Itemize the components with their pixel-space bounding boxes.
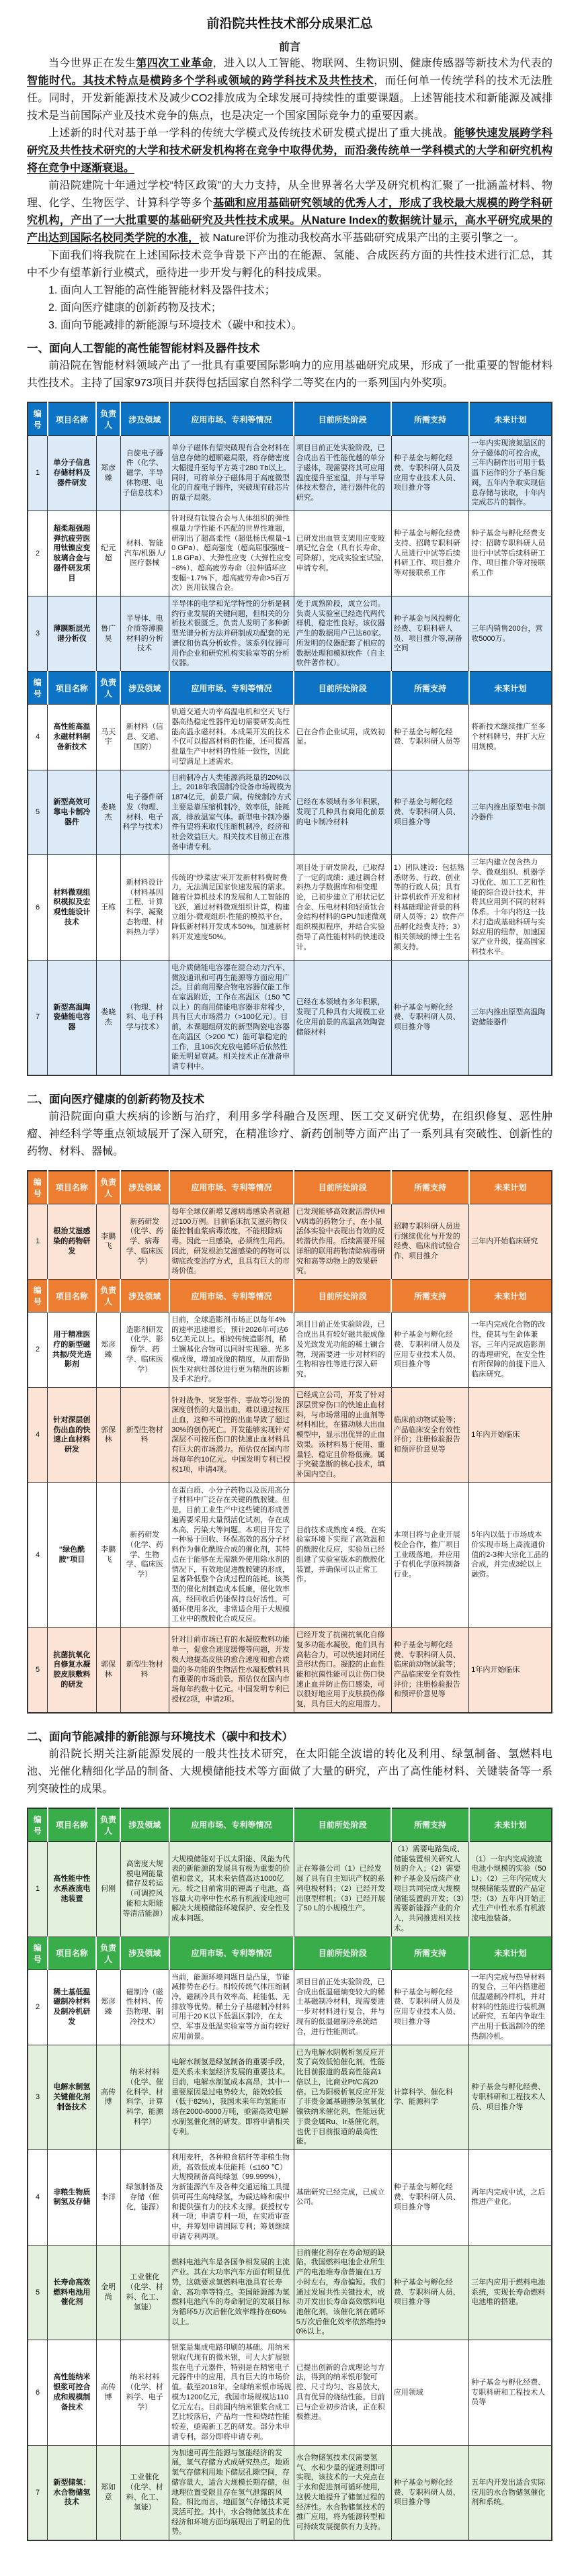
table-header-cell: 负责人 bbox=[96, 402, 120, 436]
table-cell: 纪元超 bbox=[96, 511, 120, 596]
table-cell: 高传博 bbox=[96, 2045, 120, 2149]
row-number: 4 bbox=[28, 2150, 48, 2246]
table-cell: 李鹏飞 bbox=[96, 1204, 120, 1279]
row-number: 4 bbox=[28, 1482, 48, 1627]
table-cell: 在蛋白质、小分子药物以及医用高分子材料中广泛存在关键的酰胺键。但是，目前工业生产中这些键的形成普遍需要采用大量预活化试剂，存在成本高、污染大等问题。本项目开发了一种易于回收、环保高效的高分子材料作为催化酰胺合成的催化剂，其特点在于能够在无需额外使用除水剂的情况下，有效地促进酰胺键的形成，显著降低整个合成过程的能耗。该类型的催化剂制造成本低廉，催化效率高，经回收后仍能保持良好活性，可循环使用多次，非常适合用于大规模工业中的酰胺化合成反应。 bbox=[169, 1482, 294, 1627]
table-cell: 郑彦臻 bbox=[96, 1313, 120, 1388]
table-row bbox=[28, 705, 552, 770]
table-header-cell: 编号 bbox=[28, 1808, 48, 1842]
table-cell: 电解水制氢关键催化剂制备技术 bbox=[48, 2045, 97, 2149]
table-row bbox=[28, 2045, 552, 2149]
table-cell: 已研发出血管支架用应变玻璃记忆合金（具有长寿命、可降解），完成实验室试验，申请专利。 bbox=[294, 511, 391, 596]
table-cell: 1年内开始临床 bbox=[469, 1388, 552, 1483]
table-cell: 种子基金与孵化经费、专职科研人员及应用专业技术人员、项目推介等 bbox=[391, 436, 468, 511]
table-row bbox=[28, 1628, 552, 1713]
table-cell: 郑彦臻 bbox=[96, 436, 120, 511]
list-item: 3. 面向节能减排的新能源与环境技术（碳中和技术）。 bbox=[48, 320, 302, 331]
table-cell: 一年内完成与热导材料的复合，三年内搭建超低温磁制冷样机，并对材料的性能进行装机测试研究，五年内争取生产出用于低温制冷的绝热制冷机。 bbox=[469, 1969, 552, 2045]
table-cell: 利用麦秆，各种粮食秸秆等非粮生物质，高效低成本低能耗（≤160 ℃）大规模制备高纯绿氢（99.999%），为新能源汽车及各种交通运输工具提供可再生高纯绿氢，为碳达峰和碳中和提供强有力的技术支撑。获授权专利一项；申请专利一项，在实质审查中，并筹划申请国际专利；筹划继续申请专利两项。 bbox=[169, 2150, 294, 2246]
table-cell: 目前技术成熟度 4 级。在实验室环境下实现了高效温和的酰胺化反应，实验员已经组建了实验室版本的酰胺化装置，并确保可以正常工作。 bbox=[294, 1482, 391, 1627]
row-number: 2 bbox=[28, 1969, 48, 2045]
row-number: 7 bbox=[28, 2445, 48, 2540]
table-cell: 三年内推出原型高温陶瓷储能器件 bbox=[469, 960, 552, 1075]
results-table bbox=[27, 402, 552, 1076]
table-cell: 种子基金与孵化经费、专职科研人员等 bbox=[391, 705, 468, 770]
table-cell: 工业催化（化学、材料、化工、氢能） bbox=[120, 2445, 169, 2540]
table-cell: 新材料设计（材料基因工程、计算科学、凝聚态物理、材料热力学） bbox=[120, 855, 169, 960]
table-cell: 李洋 bbox=[96, 2150, 120, 2246]
table-cell: 种子基金与孵化经费、专职科研和工程技术人员等 bbox=[469, 2340, 552, 2445]
table-header-cell: 项目名称 bbox=[48, 1280, 97, 1313]
row-number: 1 bbox=[28, 1841, 48, 1937]
row-number: 6 bbox=[28, 855, 48, 960]
table-header-cell: 所需支持 bbox=[391, 1937, 468, 1969]
table-header-cell: 负责人 bbox=[96, 1171, 120, 1204]
table-cell: 种子基金与孵化经费、专职科研人员及应用专业技术人员、项目推介等 bbox=[391, 1313, 468, 1388]
table-cell: 针对深层创伤出血的快速止血材料研发 bbox=[48, 1388, 97, 1483]
table-cell: 已经在本领域有多年积累，发现了几种具有大规模工业化应用前景的高温高效陶瓷储能材料 bbox=[294, 960, 391, 1075]
table-header-cell: 负责人 bbox=[96, 1808, 120, 1842]
table-cell: 目前，全球造影剂市场正以每年4%的速率迅速增长，预计2026年可达65亿美元以上。相较传统造影剂，稀土镧基化合物可以同时实现磁、光多模成像，增加成像的精度，从而帮助医生对病灶部位进行更为精准的诊断及手术治疗。 bbox=[169, 1313, 294, 1388]
table-cell: 临床前动物试验等；产品临床安全有效性评价；注册检验报告和预评价意见等 bbox=[391, 1388, 468, 1483]
table-row bbox=[28, 1969, 552, 2045]
row-number: 3 bbox=[28, 2045, 48, 2149]
text-run: 下面我们将我院在上述国际技术竞争背景下产出的在能源、氢能、合成医药方面的共性技术进行汇总，其中不少有望革新行业模式，亟待进一步开发与孵化的科技成果。 bbox=[27, 250, 552, 279]
list-item: 2. 面向医疗健康的创新药物及技术； bbox=[48, 302, 222, 314]
table-header-cell: 所需支持 bbox=[391, 672, 468, 705]
table-cell: 针对现有钛镍合金与人体组织的弹性模量力学性能不匹配的世界性难题，研制出了超高柔性（超低杨氏模量~10 GPa）、超高强度（超高屈服强度~1.8 GPa）、大弹性应变（大弹性应变~8%）、超高疲劳寿命（拉伸循环应变幅~1.7%下，超高疲劳寿命>5百万次）医用钛镍合金。 bbox=[169, 511, 294, 596]
table-header-cell: 应用市场、专利等情况 bbox=[169, 1808, 294, 1842]
table-cell: 一年内实现液氮温区的分子磁体的可控合成，三年内制作出可用于低温下运作的分子基自旋阀，五年内争取实现信息存储与读取，十年内完成芯片的制作。 bbox=[469, 436, 552, 511]
table-cell: 单分子信息存储材料及器件研发 bbox=[48, 436, 97, 511]
table-cell: 电子器件研发（物理、材料、电子科学与技术） bbox=[120, 770, 169, 855]
table-cell: 种子基金与孵化经费、专职科研人员及应用专业技术人员、项目推介等 bbox=[391, 1969, 468, 2045]
table-cell: 三年内推出原型电卡制冷器件 bbox=[469, 770, 552, 855]
table-cell: 新型生物材料 bbox=[120, 1388, 169, 1483]
row-number: 7 bbox=[28, 960, 48, 1075]
text-run: ，进入以人工智能、物联网、生物识别、健康传感器等新技术为代表的 bbox=[212, 58, 552, 69]
table-cell: 银浆是集成电路印刷的基础。用纳米银取代现有的微米银，可大大扩展银浆在电子元器件，特别是在精密电子元器件中的应用，具有巨大的市场价值。截至2018年，全球纳米银市场规模为1200亿元，我国市场规模达110亿元左右。目前国内纳米银浆合成工艺比较落后，产品均一性和烧结性能较差，亟需新工艺的研发。部分未申请专利，部分即将申请专利。 bbox=[169, 2340, 294, 2445]
table-header-cell: 编号 bbox=[28, 1280, 48, 1313]
table-header-row bbox=[28, 1937, 552, 1969]
row-number: 1 bbox=[28, 1204, 48, 1279]
text-run: 前沿院建院十年通过学校“特区政策”的大力支持，从全世界著名大学及研究机构汇聚了一批涵盖材料、物理、化学、生物医学、计算科学等多个 bbox=[27, 180, 552, 209]
table-header-cell: 未来计划 bbox=[469, 1280, 552, 1313]
table-cell: 磁制冷（磁性材料、传热物理、制冷技术） bbox=[120, 1969, 169, 2045]
table-header-cell: 负责人 bbox=[96, 672, 120, 705]
table-cell: 种子基金与孵化经费、专职科研人员、项目推介等 bbox=[391, 770, 468, 855]
table-cell: 根治艾滋感染的药物研发 bbox=[48, 1204, 97, 1279]
table-row bbox=[28, 1482, 552, 1627]
table-row bbox=[28, 511, 552, 596]
table-cell: 材料微观组织模拟及宏观性能设计技术 bbox=[48, 855, 97, 960]
preface-paragraphs bbox=[27, 55, 552, 282]
table-row bbox=[28, 2445, 552, 2540]
table-cell: 已经开发了抗菌抗氧化自修复多功能水凝胶，他们具有高粘合力，可以快速封闭任意形状伤口。凝胶的止血性能和抗菌性能可以让伤口快速止血并防止伤口感染，可以很好地应用于皮肤损伤修复，具有巨大的应用潜力。 bbox=[294, 1628, 391, 1713]
row-number: 4 bbox=[28, 705, 48, 770]
table-header-cell: 应用市场、专利等情况 bbox=[169, 1280, 294, 1313]
section-3 bbox=[27, 1728, 552, 2541]
table-header-row bbox=[28, 672, 552, 705]
text-run: 上述新的时代对基于单一学科的传统大学模式及传统技术研发模式提出了重大挑战。 bbox=[48, 128, 454, 139]
table-cell: 五年内开发出适合实际应用的水合物储氢催化剂和系统。 bbox=[469, 2445, 552, 2540]
table-cell: 传统的“炒菜法”来开发新材料费时费力，无法满足国家快速发展的需求。随着计算机技术的发展和人工智能的飞跃，通过材料微观组织计算，构建立组分-微观组织-性能的模拟平台，降低新材料开发成本50%，加速新材料开发速度50%。 bbox=[169, 855, 294, 960]
table-cell: 种子基金与孵化经费、专职科研人员、项目推介等 bbox=[391, 960, 468, 1075]
section-intro: 前沿院在智能材料领域产出了一批具有重要国际影响力的应用基础研究成果，形成了一批重要的智能材料共性技术。主持了国家973项目并获得包括国家自然科学二等奖在内的一系列国内外奖项。 bbox=[27, 360, 552, 389]
table-cell: 高密度大规模电网能量储存及转运（可调控风能和太阳能等清洁能源） bbox=[120, 1841, 169, 1937]
table-header-cell: 应用市场、专利等情况 bbox=[169, 402, 294, 436]
section-intro: 前沿院长期关注新能源发展的一般共性技术研究，在太阳能全波谱的转化及利用、绿氢制备、氢燃料电池、光催化精细化学品的制备、大规模储能技术等方面做了大量的研究，产出了高性能材料、关键装备等一系列突破性的成果。 bbox=[27, 1748, 552, 1795]
table-cell: 王栋 bbox=[96, 855, 120, 960]
preface-heading: 前言 bbox=[278, 42, 300, 53]
table-header-cell: 目前所处阶段 bbox=[294, 1280, 391, 1313]
table-cell: 将新技术继续推广至多个材料牌号，并扩大应用规模。 bbox=[469, 705, 552, 770]
table-cell: 郭保林 bbox=[96, 1628, 120, 1713]
table-cell: 单分子磁体有望突破现有合金材料在信息存储的超顺磁局限，将存储密度大幅提升至每平方英寸280 Tb以上。同时，可将单分子磁体用于高度微型化的自旋电子器件，突破现有硅芯片的量子局限。 bbox=[169, 436, 294, 511]
row-number: 1 bbox=[28, 436, 48, 511]
table-cell: 高性能纳米银浆可控合成和规模制备技术 bbox=[48, 2340, 97, 2445]
table-cell: 李鹏飞 bbox=[96, 1482, 120, 1627]
table-header-cell: 项目名称 bbox=[48, 1808, 97, 1842]
table-cell: 电介质储能电容器在混合动力汽车、微波通讯和可再生能源等方面应用广泛。目前商用聚合物电容器仅能工作在室温附近，工作在高温区（150 ℃以上）的商用储能电容器非常稀少，具有巨大市场潜力（>100亿元）。目前，本课题组研发的新型陶瓷电容器在高温区（>200 ℃）能可靠稳定的工作，且106次充放电循环后依然性能无明显衰减。相关技术正在准备申请专利中。 bbox=[169, 960, 294, 1075]
table-container-3 bbox=[27, 1808, 552, 2541]
table-cell: 娄晓杰 bbox=[96, 770, 120, 855]
row-number: 5 bbox=[28, 770, 48, 855]
table-cell: 针对目前市场已有的水凝胶敷料功能单一，促愈合速度缓慢等问题，开发极大地提高皮肤的愈合速度和愈合质量的多功能的生物活性水凝胶敷料具有重要的市场前景。预估仅在国内市场每年约数十亿元。中国发明专利已授权2项，申请2项。 bbox=[169, 1628, 294, 1713]
table-cell: 半导体、电介质等薄膜材料的分析技术 bbox=[120, 596, 169, 672]
table-cell: 娄晓杰 bbox=[96, 960, 120, 1075]
table-cell: 招聘专职科研人员进行继续优化与开发的经费、临床前试验合作、项目推介 bbox=[391, 1204, 468, 1279]
table-cell: 纳米材料（化学、催化科学、材料学、计算科学、能源科学） bbox=[120, 2045, 169, 2149]
table-cell: （1）一年内完成液流电池小规模的实验（50L）；（2）三年内完成大规模储能装置的产品定型；（3）五年内开始正式生产中性水系有机液流电池装备。 bbox=[469, 1841, 552, 1937]
table-header-cell: 编号 bbox=[28, 1171, 48, 1204]
text-run: 能够快速发展跨学科研究及共性技术研究的大学和技术研发机构将在竞争中取得优势，而沿袭传统单一学科模式的大学和研究机构将在竞争中逐渐衰退。 bbox=[27, 128, 552, 174]
table-cell: 每年全球仅新增艾滋病毒感染者就超过100万例。目前临床抗艾滋药物仅能控制血浆病毒浓度，不能根除病毒。因此一旦感染，必须终生用药。因此，研发根治艾滋感染的药物可以彻底改变治疗方式，且具有巨大的市场价值。 bbox=[169, 1204, 294, 1279]
table-row bbox=[28, 2245, 552, 2340]
list-item: 1. 面向人工智能的高性能智能材料及器件技术； bbox=[48, 285, 276, 296]
table-cell: 已发现能够高效激活潜伏HIV病毒的药物分子，在小鼠活体实验中表现出有效的反转潜伏作用。后续需要开展详细的联用药物清除病毒研究和高等动物上的效果研究。 bbox=[294, 1204, 391, 1279]
table-header-cell: 涉及领域 bbox=[120, 402, 169, 436]
table-cell: 新型生物材料 bbox=[120, 1628, 169, 1713]
table-cell: 种子基金与风投孵化经费、专职科研人员、项目推介等,制备空间 bbox=[391, 596, 468, 672]
table-cell: 绿氢制备及存储（催化，能源） bbox=[120, 2150, 169, 2246]
table-header-cell: 编号 bbox=[28, 672, 48, 705]
table-cell: 种子基金与孵化经费、专职科研人员、项目推介等 bbox=[391, 2245, 468, 2340]
table-row bbox=[28, 1204, 552, 1279]
text-run: 被 Nature评价为推动我校高水平基础研究成果产出的主要引擎之一。 bbox=[199, 232, 525, 244]
table-header-cell: 涉及领域 bbox=[120, 1171, 169, 1204]
row-number: 2 bbox=[28, 511, 48, 596]
table-header-cell: 所需支持 bbox=[391, 1280, 468, 1313]
row-number: 3 bbox=[28, 596, 48, 672]
table-cell: 项目目前正处实验阶段，已合成出具有较好磁共振成像及光致发光功能的稀土镧合物，现需要进一步对材料的生物相容性等进行深入研究。 bbox=[294, 1313, 391, 1388]
table-cell: 纳米材料（化学、材料学、电子学） bbox=[120, 2340, 169, 2445]
table-cell: 5年内以低于市场成本价实现市场上高流通价值的2-3种大宗化工品的合成，并完成3轮以上融资。 bbox=[469, 1482, 552, 1627]
results-table bbox=[27, 1808, 552, 2541]
table-row bbox=[28, 1388, 552, 1483]
table-cell: 马天宇 bbox=[96, 705, 120, 770]
table-header-cell: 未来计划 bbox=[469, 1937, 552, 1969]
table-header-cell: 涉及领域 bbox=[120, 1280, 169, 1313]
table-row bbox=[28, 855, 552, 960]
paragraph bbox=[27, 125, 552, 177]
section-2 bbox=[27, 1091, 552, 1714]
table-row bbox=[28, 2150, 552, 2246]
table-cell: 鲁广昊 bbox=[96, 596, 120, 672]
table-cell: 大规模储能对于以太阳能、风能为代表的新能源的发展具有极为重要的价值和意义，其未来估值高达1000亿元。较之目前常用的锂离子电池，高容量大功率中性水系有机液流电池可解决大规模储能环境保护、安全性及成本问题。 bbox=[169, 1841, 294, 1937]
table-header-cell: 应用市场、专利等情况 bbox=[169, 1171, 294, 1204]
table-header-cell: 应用市场、专利等情况 bbox=[169, 1937, 294, 1969]
table-cell: 已提出创新的合成理论与方法，得到的纳米银形貌可控、尺寸均匀、容易放大，具有优异的烧结性能。目前已与企业初步洽谈，正在积极推进。 bbox=[294, 2340, 391, 2445]
table-cell: 项目处于研发阶段，已取得了一定的成绩：通过耦合材料热力学数据库和相变理论，已初步建立了形状记忆合金、压电材料和轻质钛合金结构材料的GPU加速微观组织模拟程序，并结合实验指导了高性能材料的快速设计。 bbox=[294, 855, 391, 960]
table-cell: 材料、智能汽车/机器人/医疗器械 bbox=[120, 511, 169, 596]
table-cell: 项目目前正处实验阶段，已合成出若干性能优越的单分子磁体，现需要将其可应用温度提升至室温，并与半导体技术整合，进行器件化的研究。 bbox=[294, 436, 391, 511]
table-cell: 自旋电子器件（化学、磁学、半导体物理、电子信息技术） bbox=[120, 436, 169, 511]
table-header-cell: 负责人 bbox=[96, 1280, 120, 1313]
table-cell: 高性能高温永磁材料制备新技术 bbox=[48, 705, 97, 770]
paragraph bbox=[27, 177, 552, 247]
table-cell: 种子基金与孵化经费、专职科研人员、临床前动物试验等；产品临床安全有效性评价；注册检验报告和预评价意见等 bbox=[391, 1628, 468, 1713]
row-number: 5 bbox=[28, 1628, 48, 1713]
paragraph bbox=[27, 55, 552, 125]
table-cell: 为加速可再生能源与氢能经济的发展，氢气存储方式成研究热点。地质氢气存储利用地下储层孔隙空间，存储容量大，适合大规模长期存储，但地理位置受限且存在氢气泄露的风险。相比而言，地面氢气存储技术更灵活可控。其中，水合物储氢技术在经济和环境方面均展现出了明显的优势。 bbox=[169, 2445, 294, 2540]
table-row bbox=[28, 596, 552, 672]
table-header-cell: 涉及领域 bbox=[120, 1808, 169, 1842]
table-cell: 三年内开始临床研究 bbox=[469, 1204, 552, 1279]
table-cell: 超柔超强超弹抗疲劳医用钛镍应变玻璃合金与器件研发项目 bbox=[48, 511, 97, 596]
page-title: 前沿院共性技术部分成果汇总 bbox=[206, 17, 373, 31]
preface-list bbox=[27, 282, 552, 335]
table-cell: 燃料电池汽车是各国争相发展的主流产业。其在大功率汽车方面有明显优势，这就要求氢燃料电池具有长寿命、高功率等特点。美国能源部为氢燃料电池汽车的寿命制定的发展目标为循环5万次后催化效率维持在60%以上。 bbox=[169, 2245, 294, 2340]
table-header-cell: 目前所处阶段 bbox=[294, 402, 391, 436]
table-cell: 种子基金与孵化经费、专职科研人员、项目推介等 bbox=[391, 2445, 468, 2540]
table-header-row bbox=[28, 1280, 552, 1313]
results-table bbox=[27, 1170, 552, 1714]
table-cell: 用于精准医疗的新型磁共振/荧光造影剂 bbox=[48, 1313, 97, 1388]
table-cell: 目前制冷占人类能源消耗量的20%以上。2018年我国制冷设备市场规模为1874亿元，前景广阔。传统制冷方式主要是靠压缩机制冷，效率低，能耗高，排放温室气体。新型电卡制冷器件有望将来取代压缩机制冷，经济和社会效益巨大。相关技术目前正在准备申请专利。 bbox=[169, 770, 294, 855]
table-cell: 已经在本领域有多年积累，发现了几种具有商用化前景的电卡制冷材料 bbox=[294, 770, 391, 855]
table-cell: 已在合作企业试用，成效初显。 bbox=[294, 705, 391, 770]
table-cell: 基础研究已经完成，已成立公司。 bbox=[294, 2150, 391, 2246]
table-container-2 bbox=[27, 1170, 552, 1714]
text-run: 智能时代。其技术特点是横跨多个学科或领域的跨学科技术及共性技术 bbox=[27, 75, 374, 87]
table-header-cell: 项目名称 bbox=[48, 402, 97, 436]
text-run: 当今世界正在发生 bbox=[48, 58, 136, 69]
table-cell: 新型储氢：水合物储氢技术 bbox=[48, 2445, 97, 2540]
table-header-cell: 涉及领域 bbox=[120, 672, 169, 705]
table-header-cell: 编号 bbox=[28, 402, 48, 436]
table-cell: 已经成立公司，开发了针对深层贯穿伤口的快速止血材料，与市场常用的止血剂等材料相比，在猪动脉大出血模型中，显示出优异的止血效果。该材料易于使用、重量轻、稳定且价格低廉。属于突破垄断的核心技术，填补国内空白。 bbox=[294, 1388, 391, 1483]
table-cell: 三年内建立包含热力学、微观组织、机器学习优化、加工工艺和性能的综合设计技术，并将其应用到不同的材料体系。十年内将这一技术打造成基础科研与实际应用的纽带，加速国家产业升级，提高国家科技水平。 bbox=[469, 855, 552, 960]
table-cell: 1）团队建设：包括熟悉财务、行政、创业等的行政人员；具有计算机软件开发和材料基础理论背景的科研人员等；2）软件产品孵化经费支持；3）相关领域的博士生名额支持。 bbox=[391, 855, 468, 960]
table-header-cell: 项目名称 bbox=[48, 1937, 97, 1969]
table-row bbox=[28, 960, 552, 1075]
table-header-cell: 目前所处阶段 bbox=[294, 672, 391, 705]
table-cell: 已为电解水阴极析氢反应开发了高效低铂催化剂，性能比目前报道的最高性能高1倍以上，比商业Pt/C高20倍。已为阳极析氧反应开发了非贵金属基硼掺杂氢氧化镍铁纳米催化剂，性能远优于贵金属Ru、Ir基催化剂，也优于目前报道的最高性能。 bbox=[294, 2045, 391, 2149]
table-cell: 针对战争、突发事件、事故等引发的深度创伤的大量出血，难以通过按压止血，这种不可控的出血导致了超过30%的创伤死亡。开发能够实现针对深层不可按压伤口的快速止血材料具有巨大的市场潜力。预估仅在国内市场每年约10亿元。中国发明专利已授权1项，申请4项。 bbox=[169, 1388, 294, 1483]
section-heading: 二、面向节能减排的新能源与环境技术（碳中和技术） bbox=[27, 1730, 293, 1743]
table-cell: 长寿命高效燃料电池用催化剂 bbox=[48, 2245, 97, 2340]
table-cell: 高性能中性水系液流电池装置 bbox=[48, 1841, 97, 1937]
table-cell: 种子基金与孵化经费支持：招聘专职科研人员进行中试等后续科研工作、项目推介等对接联系工作 bbox=[469, 511, 552, 596]
table-cell: 处于成熟阶段，成立公司。负责人实验室已经迭代两代样机，稳定性良好。该仪器产生的数据用户已达60家。所发明的仪器配套了相应的数据处理和模拟软件（自主软件著作权）。 bbox=[294, 596, 391, 672]
table-cell: 新型高温陶瓷储能电容器 bbox=[48, 960, 97, 1075]
table-cell: （物理、材料、电子科学与技术） bbox=[120, 960, 169, 1075]
text-run: ，而任何单一传统学科的技术无法胜任。同时，开发新能源技术及减少CO2排放成为全球发展可持续性的重要课题。上述智能技术和新能源及减排技术是当前国际产业及技术竞争的焦点，也是决定一个国家国际竞争力的重要因素。 bbox=[27, 75, 552, 122]
table-cell: 非粮生物质制氢及存储 bbox=[48, 2150, 97, 2246]
table-header-cell: 所需支持 bbox=[391, 1171, 468, 1204]
table-cell: 新药研发（化学、药学、生物学、临床医学） bbox=[120, 1482, 169, 1627]
table-header-cell: 涉及领域 bbox=[120, 1937, 169, 1969]
table-cell: 稀土基低温磁制冷材料及制冷机研发 bbox=[48, 1969, 97, 2045]
table-container-1 bbox=[27, 402, 552, 1076]
section-heading: 一、面向人工智能的高性能智能材料及器件技术 bbox=[27, 343, 260, 355]
table-cell: 目前催化剂存在寿命短的缺陷。我国燃料电池企业所生产的电池堆寿命普遍在1万小时左右，寿命偏短。我们通过发展共性关键技术，成功开发出长寿命高效燃料电池催化剂，该催化剂在循环5万次后催化效率依然维持90%以上。 bbox=[294, 2245, 391, 2340]
table-header-row bbox=[28, 1171, 552, 1204]
table-cell: 水合物储氢技术仅需要氢气、水和少量的促进剂即可实现，该技术的一大亮点在于水和促进剂可循环使用，这极大地提升了储氢过程的经济性。水合物储氢技术的推广应用，将为能源转型和可持续发展提供有力支持。 bbox=[294, 2445, 391, 2540]
table-row bbox=[28, 770, 552, 855]
row-number: 4 bbox=[28, 1388, 48, 1483]
table-cell: 计算科学、催化科学、能源科学 bbox=[391, 2045, 468, 2149]
text-run: 基础和应用基础研究领域的优秀人才，形成了我校最大规模的跨学科研究机构，产出了一大批重要的基础研究及共性技术成果。从Nature Index的数据统计显示，高水平研究成果的产出达到国际名校同类学院的水准， bbox=[27, 197, 552, 244]
table-cell: 金明尚 bbox=[96, 2245, 120, 2340]
table-header-row bbox=[28, 402, 552, 436]
table-cell: 种子基金与孵化经费支持、招聘专职科研人员进行中试等后续科研工作、项目推介等对接联系工作 bbox=[391, 511, 468, 596]
table-header-cell: 项目名称 bbox=[48, 1171, 97, 1204]
table-cell: 新药研发（化学、药学、病毒学、临床医学） bbox=[120, 1204, 169, 1279]
table-cell: 造影剂研发（化学、影像学、药学、临床医学） bbox=[120, 1313, 169, 1388]
table-row bbox=[28, 1841, 552, 1937]
table-cell: 两年内完成中试，之后推进产业化。 bbox=[469, 2150, 552, 2246]
table-cell: 种子基金与孵化经费、专职科研和工程技术人员、项目推介等 bbox=[469, 2045, 552, 2149]
table-header-cell: 编号 bbox=[28, 1937, 48, 1969]
table-cell: （1）需要电路集成、储能装置相关研究人员的介入；（2）需要种子基金及后续产业项目共同完成大规模储能装置的开发；（3）需要新能源产业的介入，共同推进相关技术。 bbox=[391, 1841, 468, 1937]
table-cell: 三年内销售200台，营收5000万。 bbox=[469, 596, 552, 672]
table-header-cell: 目前所处阶段 bbox=[294, 1171, 391, 1204]
table-cell: 一年内完成化合物的改性，使其与生命体兼容，三年内完成造影剂的毒理研究，在安全性有所保障的前提下进入临床研究。 bbox=[469, 1313, 552, 1388]
table-cell: 1年内开始临床 bbox=[469, 1628, 552, 1713]
table-header-cell: 未来计划 bbox=[469, 1808, 552, 1842]
table-row bbox=[28, 1313, 552, 1388]
section-intro: 前沿院面向重大疾病的诊断与治疗，利用多学科融合及医理、医工交叉研究优势，在组织修复、恶性肿瘤、神经科学等重点领域展开了深入研究，在精准诊疗、新药创制等方面产出了一系列具有突破性、创新性的药物、材料、器械。 bbox=[27, 1110, 552, 1157]
table-header-cell: 所需支持 bbox=[391, 402, 468, 436]
table-cell: 应用领域 bbox=[391, 2340, 468, 2445]
table-cell: 轨道交通大功率高温电机和空天飞行器高热稳定性器件迫切需要研发高性能高温永磁材料。本成果开发的技术不仅可以提高材料的性能，还可提高批量生产中材料的性能一致性，因此可望满足上述需求。 bbox=[169, 705, 294, 770]
table-row bbox=[28, 2340, 552, 2445]
row-number: 2 bbox=[28, 1313, 48, 1388]
table-cell: 三年内应用于燃料电池系统，实现长寿命燃料电池堆的搭建。 bbox=[469, 2245, 552, 2340]
table-row bbox=[28, 436, 552, 511]
table-header-row bbox=[28, 1808, 552, 1842]
row-number: 5 bbox=[28, 2245, 48, 2340]
table-header-cell: 所需支持 bbox=[391, 1808, 468, 1842]
table-header-cell: 未来计划 bbox=[469, 672, 552, 705]
table-cell: 种子基金与孵化经费、专职科研人员、项目推介等 bbox=[391, 2150, 468, 2246]
table-header-cell: 项目名称 bbox=[48, 672, 97, 705]
table-header-cell: 未来计划 bbox=[469, 1171, 552, 1204]
table-header-cell: 目前所处阶段 bbox=[294, 1937, 391, 1969]
table-cell: 郑彦臻 bbox=[96, 1969, 120, 2045]
table-cell: 项目目前正处实验阶段，已合成出低温磁熵变较大的稀土基磁制冷材料，现需要进一步对材料进行复合，并与现有的低温磁制冷系统结合，进行性能测试。 bbox=[294, 1969, 391, 2045]
table-cell: 正在筹备公司（1）已经发展了具有自主知识产权的系列电极材料；（2）已经开发出原型样机；（3）已经开展了50 L的小规模生产。 bbox=[294, 1841, 391, 1937]
paragraph bbox=[27, 247, 552, 282]
table-header-cell: 负责人 bbox=[96, 1937, 120, 1969]
table-cell: 郭保林 bbox=[96, 1388, 120, 1483]
table-cell: 半导体的电学和光学特性的分析是制约行业发展的关键问题，但相关的分析技术很匮乏。负责人发明了多种新型光谱分析方法并研制成功配套的光谱仪和仿真分析软件。该系列仪器可用作企业和研究机构实验室等的分析仪器。 bbox=[169, 596, 294, 672]
section-1 bbox=[27, 340, 552, 1076]
table-header-cell: 应用市场、专利等情况 bbox=[169, 672, 294, 705]
row-number: 6 bbox=[28, 2340, 48, 2445]
table-cell: 当前，能源环境问题日益凸显，节能减排势在必行。相较传统气体压缩制冷，磁制冷具有效率高、耗能低、无排放等优势。稀土分子基磁制冷材料可用于20 K以下低温区制冷，在太空、军事及低温实验室等方面有较好应用前景。 bbox=[169, 1969, 294, 2045]
table-cell: 何刚 bbox=[96, 1841, 120, 1937]
table-cell: “绿色酰胺”项目 bbox=[48, 1482, 97, 1627]
table-cell: 薄膜断层光谱分析仪 bbox=[48, 596, 97, 672]
table-cell: 工业催化（化学、材料、化工、氢能） bbox=[120, 2245, 169, 2340]
table-header-cell: 目前所处阶段 bbox=[294, 1808, 391, 1842]
section-heading: 二、面向医疗健康的创新药物及技术 bbox=[27, 1093, 204, 1106]
table-cell: 本项目将与企业开展校企合作，推广项目工业级落地，并应用于有机化学原料制备行业。 bbox=[391, 1482, 468, 1627]
table-cell: 电解水制氢是绿氢制备的重要手段，是关系未来氢经济发展的重要技术。目前，电解水制氢成本高昂，其中一重要原因是过电势较大，能效较低（低于82%），我国未来年均氢能市场在2000-6000万吨，亟需高效电解水制氢催化剂的研发。即将申请相关专利。 bbox=[169, 2045, 294, 2149]
table-cell: 新材料（信息、交通、国防） bbox=[120, 705, 169, 770]
table-cell: 抗菌抗氧化自修复水凝胶皮肤敷料的研发 bbox=[48, 1628, 97, 1713]
table-cell: 高传博 bbox=[96, 2340, 120, 2445]
text-run: 第四次工业革命 bbox=[136, 58, 213, 69]
table-header-cell: 未来计划 bbox=[469, 402, 552, 436]
table-cell: 新型高效可靠电卡制冷器件 bbox=[48, 770, 97, 855]
table-cell: 郑如意 bbox=[96, 2445, 120, 2540]
